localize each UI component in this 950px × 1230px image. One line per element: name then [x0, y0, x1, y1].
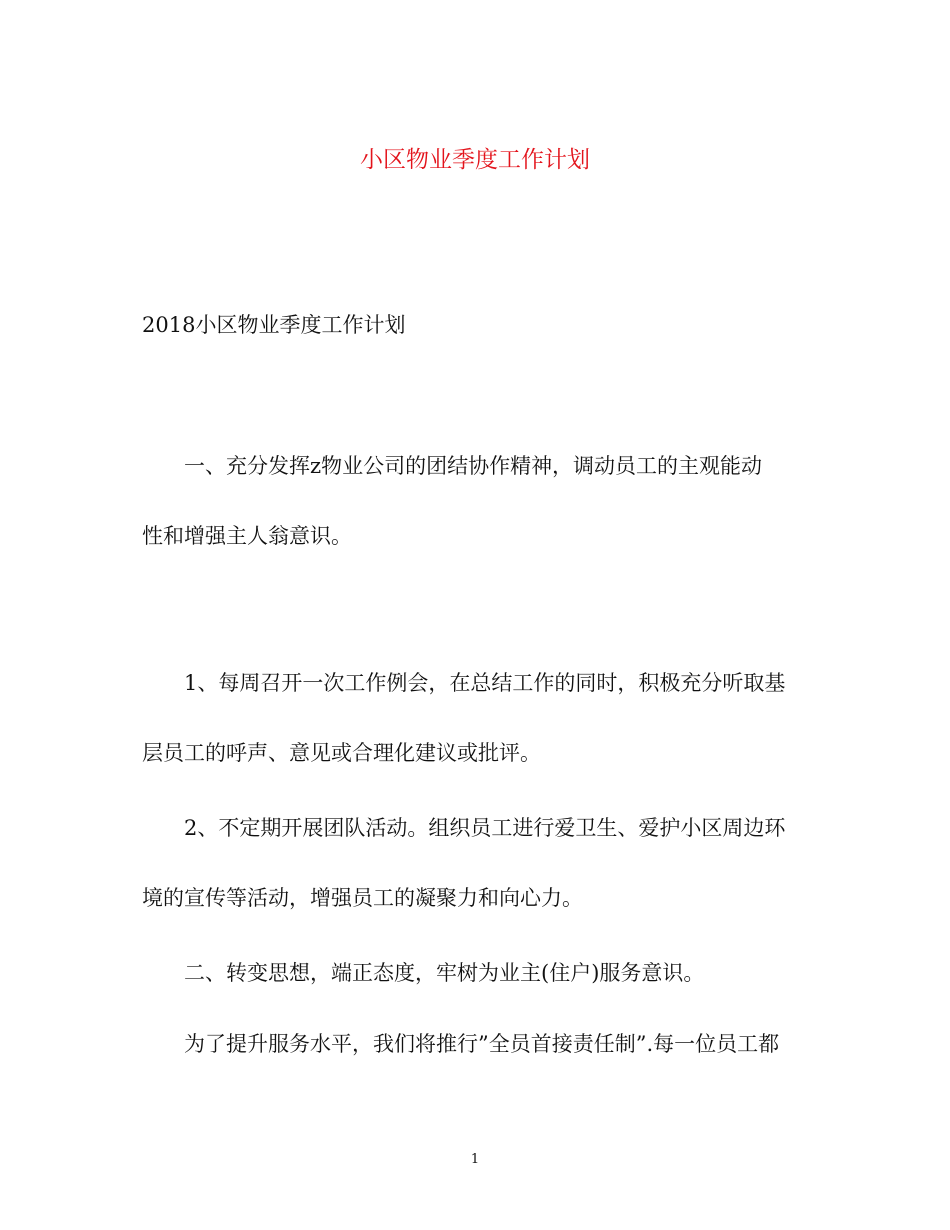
- paragraph-line: 境的宣传等活动，增强员工的凝聚力和向心力。: [142, 886, 583, 910]
- paragraph-line: 1、每周召开一次工作例会，在总结工作的同时，积极充分听取基: [184, 671, 786, 695]
- document-title: 小区物业季度工作计划: [360, 147, 590, 173]
- paragraph-line: 二、转变思想，端正态度，牢树为业主(住户)服务意识。: [184, 961, 705, 985]
- paragraph-line: 层员工的呼声、意见或合理化建议或批评。: [142, 741, 541, 765]
- paragraph-line: 一、充分发挥z物业公司的团结协作精神，调动员工的主观能动: [184, 454, 763, 478]
- document-subtitle: 2018小区物业季度工作计划: [142, 313, 406, 337]
- paragraph-line: 性和增强主人翁意识。: [142, 524, 352, 548]
- paragraph-line: 2、不定期开展团队活动。组织员工进行爱卫生、爱护小区周边环: [184, 816, 786, 840]
- paragraph-line: 为了提升服务水平，我们将推行”全员首接责任制”.每一位员工都: [184, 1032, 780, 1056]
- page-number: 1: [470, 1152, 480, 1167]
